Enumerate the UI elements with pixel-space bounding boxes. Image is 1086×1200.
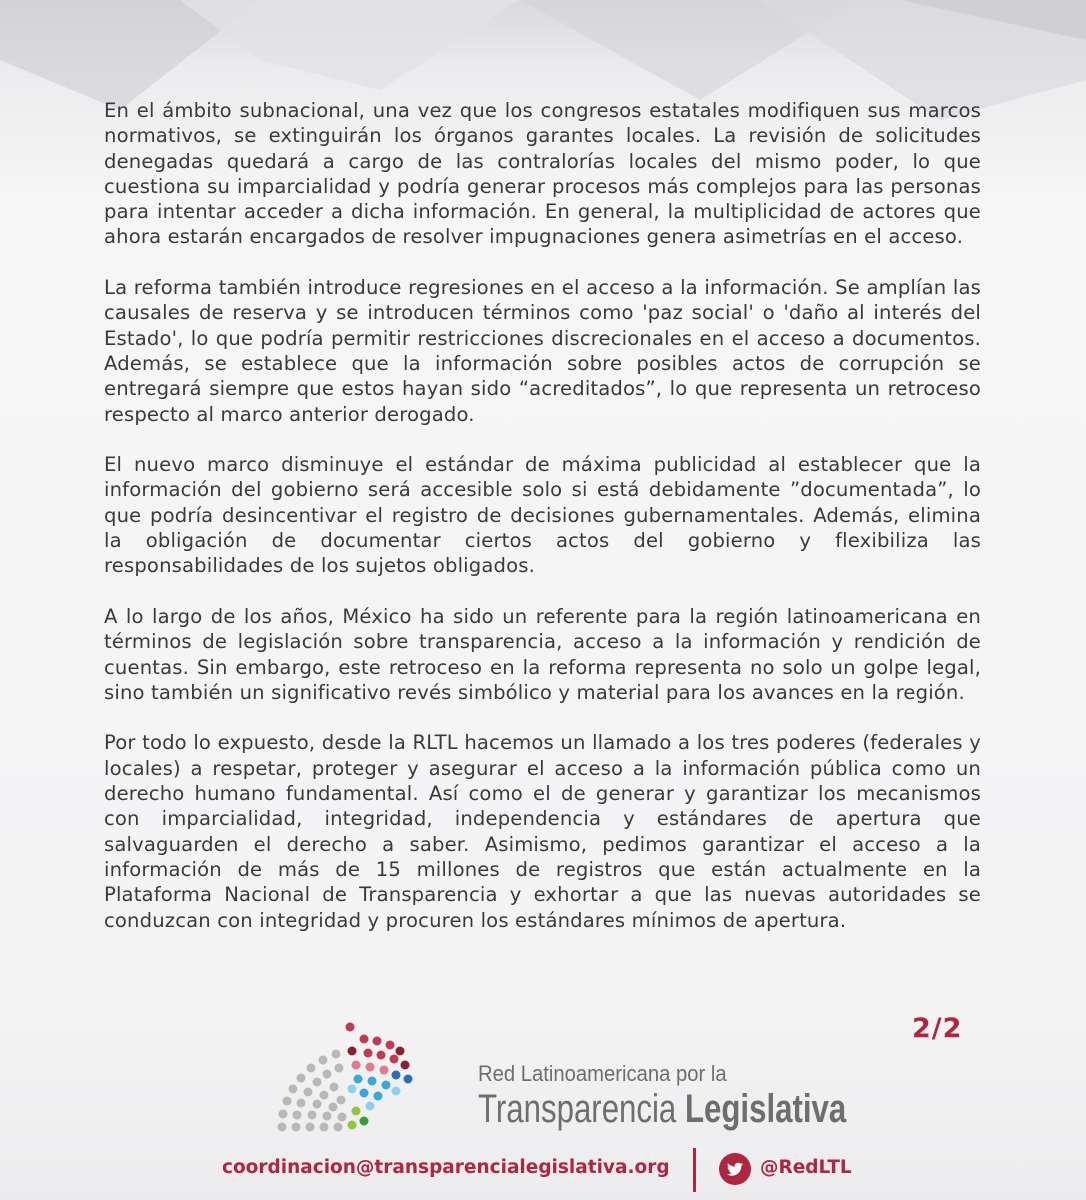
paragraph: En el ámbito subnacional, una vez que los congresos estatales modifiquen sus marcos normativos, se extinguirán los órganos garantes locales. La revisión de solicitudes denegadas quedará a cargo de las contralorías locales del mismo poder, lo que cuestiona su imparcialidad y podría generar procesos más complejos para las personas para intentar acceder a dicha información. En general, la multiplicidad de actores que ahora estarán encargados de resolver impugnaciones genera asimetrías en el acceso.	[104, 99, 981, 249]
rltl-logo-icon	[268, 1015, 468, 1135]
document-body	[104, 98, 981, 958]
paragraph: La reforma también introduce regresiones en el acceso a la información. Se amplían las causales de reserva y se introducen términos como 'paz social' o 'daño al interés del Estado', lo que podría permitir restricciones discrecionales en el acceso a documentos. Además, se establece que la información sobre posibles actos de corrupción se entregará siempre que estos hayan sido “acreditados”, lo que representa un retroceso respecto al marco anterior derogado.	[104, 276, 981, 426]
page-number: 2/2	[912, 1013, 963, 1044]
twitter-handle-link[interactable]: @RedLTL	[760, 1157, 852, 1178]
logo-line-2	[478, 1088, 846, 1130]
logo-word-regular: Transparencia	[478, 1087, 677, 1131]
paragraph: El nuevo marco disminuye el estándar de máxima publicidad al establecer que la información del gobierno será accesible solo si está debidamente ”documentada”, lo que podría desincentivar el registro de decisiones gubernamentales. Además, elimina la obligación de documentar ciertos actos del gobierno y flexibiliza las responsabilidades de los sujetos obligados.	[104, 453, 981, 578]
logo-line-1: Red Latinoamericana por la	[478, 1061, 727, 1086]
paragraph: Por todo lo expuesto, desde la RLTL hacemos un llamado a los tres poderes (federales y locales) a respetar, proteger y asegurar el acceso a la información pública como un derecho humano fundamental. Así como el de generar y garantizar los mecanismos con imparcialidad, integridad, independencia y estándares de apertura que salvaguarden el derecho a saber. Asimismo, pedimos garantizar el acceso a la información de más de 15 millones de registros que están actualmente en la Plataforma Nacional de Transparencia y exhortar a que las nuevas autoridades se conduzcan con integridad y procuren los estándares mínimos de apertura.	[104, 731, 981, 932]
logo-word-bold: Legislativa	[684, 1087, 847, 1131]
footer-divider	[693, 1148, 696, 1192]
paragraph: A lo largo de los años, México ha sido un referente para la región latinoamericana en términos de legislación sobre transparencia, acceso a la información y rendición de cuentas. Sin embargo, este retroceso en la reforma representa no solo un golpe legal, sino también un significativo revés simbólico y material para los avances en la región.	[104, 604, 981, 704]
twitter-icon[interactable]	[719, 1153, 751, 1185]
contact-email-link[interactable]: coordinacion@transparencialegislativa.org	[222, 1157, 670, 1178]
logo-wordmark	[478, 1062, 950, 1130]
